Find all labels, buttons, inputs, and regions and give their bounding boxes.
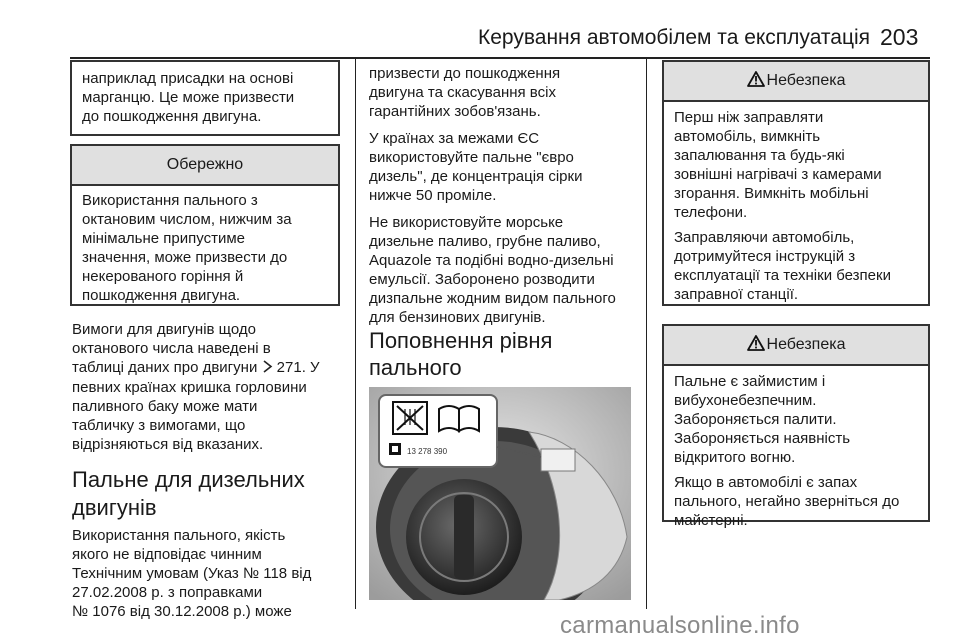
danger-box-2 [662, 324, 930, 529]
text-line: використовуйте пальне "євро [369, 149, 574, 166]
text-line: Перш ніж заправляти [674, 109, 824, 126]
danger-heading: Небезпека [664, 326, 928, 366]
fuel-filler-flap-photo [369, 387, 631, 600]
text-line: телефони. [674, 204, 748, 221]
text-line: пошкодження двигуна. [82, 287, 241, 304]
column-divider-1 [355, 59, 356, 609]
text-line: автомобіль, вимкніть [674, 128, 821, 145]
text-line: відрізняються від вказаних. [72, 436, 264, 453]
danger-heading: Небезпека [664, 62, 928, 102]
caution-heading: Обережно [72, 146, 338, 186]
text-line: запалювання та будь-які [674, 147, 845, 164]
text-line: дизельне паливо, грубне паливо, [369, 233, 601, 250]
text-line: Не використовуйте морське [369, 214, 564, 231]
section-heading-diesel: Пальне для дизельних двигунів [72, 467, 305, 520]
text-line: гарантійних зобов'язань. [369, 103, 541, 120]
diesel-section [72, 466, 352, 621]
text-line: таблиці даних про двигуни 271. У [72, 359, 320, 376]
text-line: Використання пального з [82, 192, 258, 209]
text-line: до пошкодження двигуна. [82, 108, 262, 125]
text-line: Технічним умовам (Указ № 118 від [72, 565, 312, 582]
page-reference-arrow-icon[interactable] [262, 359, 273, 378]
text-line: дотримуйтеся інструкцій з [674, 248, 856, 265]
text-line: Заправляючи автомобіль, [674, 229, 855, 246]
text-line: емульсії. Заборонено розводити [369, 271, 595, 288]
text-line: Пальне є займистим і [674, 373, 826, 390]
text-line: дизпальне жодним видом пального [369, 290, 616, 307]
octane-requirements-paragraph [72, 320, 347, 454]
text-line: марганцю. Це може призвести [82, 89, 295, 106]
text-line: Aquazole та подібні водно-дизельні [369, 252, 614, 269]
text-line: табличку з вимогами, що [72, 417, 246, 434]
text-line: У країнах за межами ЄС [369, 130, 540, 147]
text-line: паливного баку може мати [72, 398, 258, 415]
watermark: carmanualsonline.info [560, 612, 800, 639]
warning-triangle-icon [747, 64, 765, 102]
column-divider-2 [646, 59, 647, 609]
text-line: мінімальне припустиме [82, 230, 245, 247]
refuel-section [369, 327, 639, 381]
running-header-title: Керування автомобілем та експлуатація [478, 26, 871, 49]
text-line: майстерні. [674, 512, 748, 529]
text-line: Якщо в автомобілі є запах [674, 474, 858, 491]
text-line: октанового числа наведені в [72, 340, 271, 357]
text-line: для бензинових двигунів. [369, 309, 546, 326]
continued-note-box [70, 60, 340, 136]
text-line: певних країнах кришка горловини [72, 379, 307, 396]
text-line: значення, може призвести до [82, 249, 288, 266]
section-heading-refuel: Поповнення рівня пального [369, 328, 553, 380]
text-line: двигуна та скасування всіх [369, 84, 556, 101]
text-line: зовнішні нагрівачі з камерами [674, 166, 882, 183]
text-line: згорання. Вимкніть мобільні [674, 185, 869, 202]
text-line: октановим числом, нижчим за [82, 211, 292, 228]
page-reference-link[interactable]: 271. У [276, 359, 320, 376]
text-line: відкритого вогню. [674, 449, 796, 466]
text-line: наприклад присадки на основі [82, 70, 294, 87]
text-line: заправної станції. [674, 286, 799, 303]
fuel-filler-illustration [369, 387, 631, 600]
text-line: дизель", де концентрація сірки [369, 168, 583, 185]
text-line: експлуатації та техніки безпеки [674, 267, 891, 284]
caution-box [70, 144, 340, 306]
warning-triangle-icon [747, 328, 765, 366]
column-2-text [369, 64, 639, 327]
header-rule [70, 57, 930, 59]
label-code: 13 278 390 [407, 447, 448, 456]
text-line: вибухонебезпечним. [674, 392, 817, 409]
text-line: якого не відповідає чинним [72, 546, 262, 563]
page-number: 203 [880, 24, 919, 50]
text-line: Вимоги для двигунів щодо [72, 321, 256, 338]
text-line: 27.02.2008 р. з поправками [72, 584, 263, 601]
text-line: Використання пального, якість [72, 527, 286, 544]
text-line: № 1076 від 30.12.2008 р.) може [72, 603, 292, 620]
text-line: пального, негайно зверніться до [674, 493, 900, 510]
text-line: некерованого горіння й [82, 268, 244, 285]
text-line: Забороняється наявність [674, 430, 851, 447]
danger-box-1 [662, 60, 930, 306]
text-line: Забороняється палити. [674, 411, 837, 428]
text-line: нижче 50 проміле. [369, 187, 497, 204]
text-line: призвести до пошкодження [369, 65, 561, 82]
